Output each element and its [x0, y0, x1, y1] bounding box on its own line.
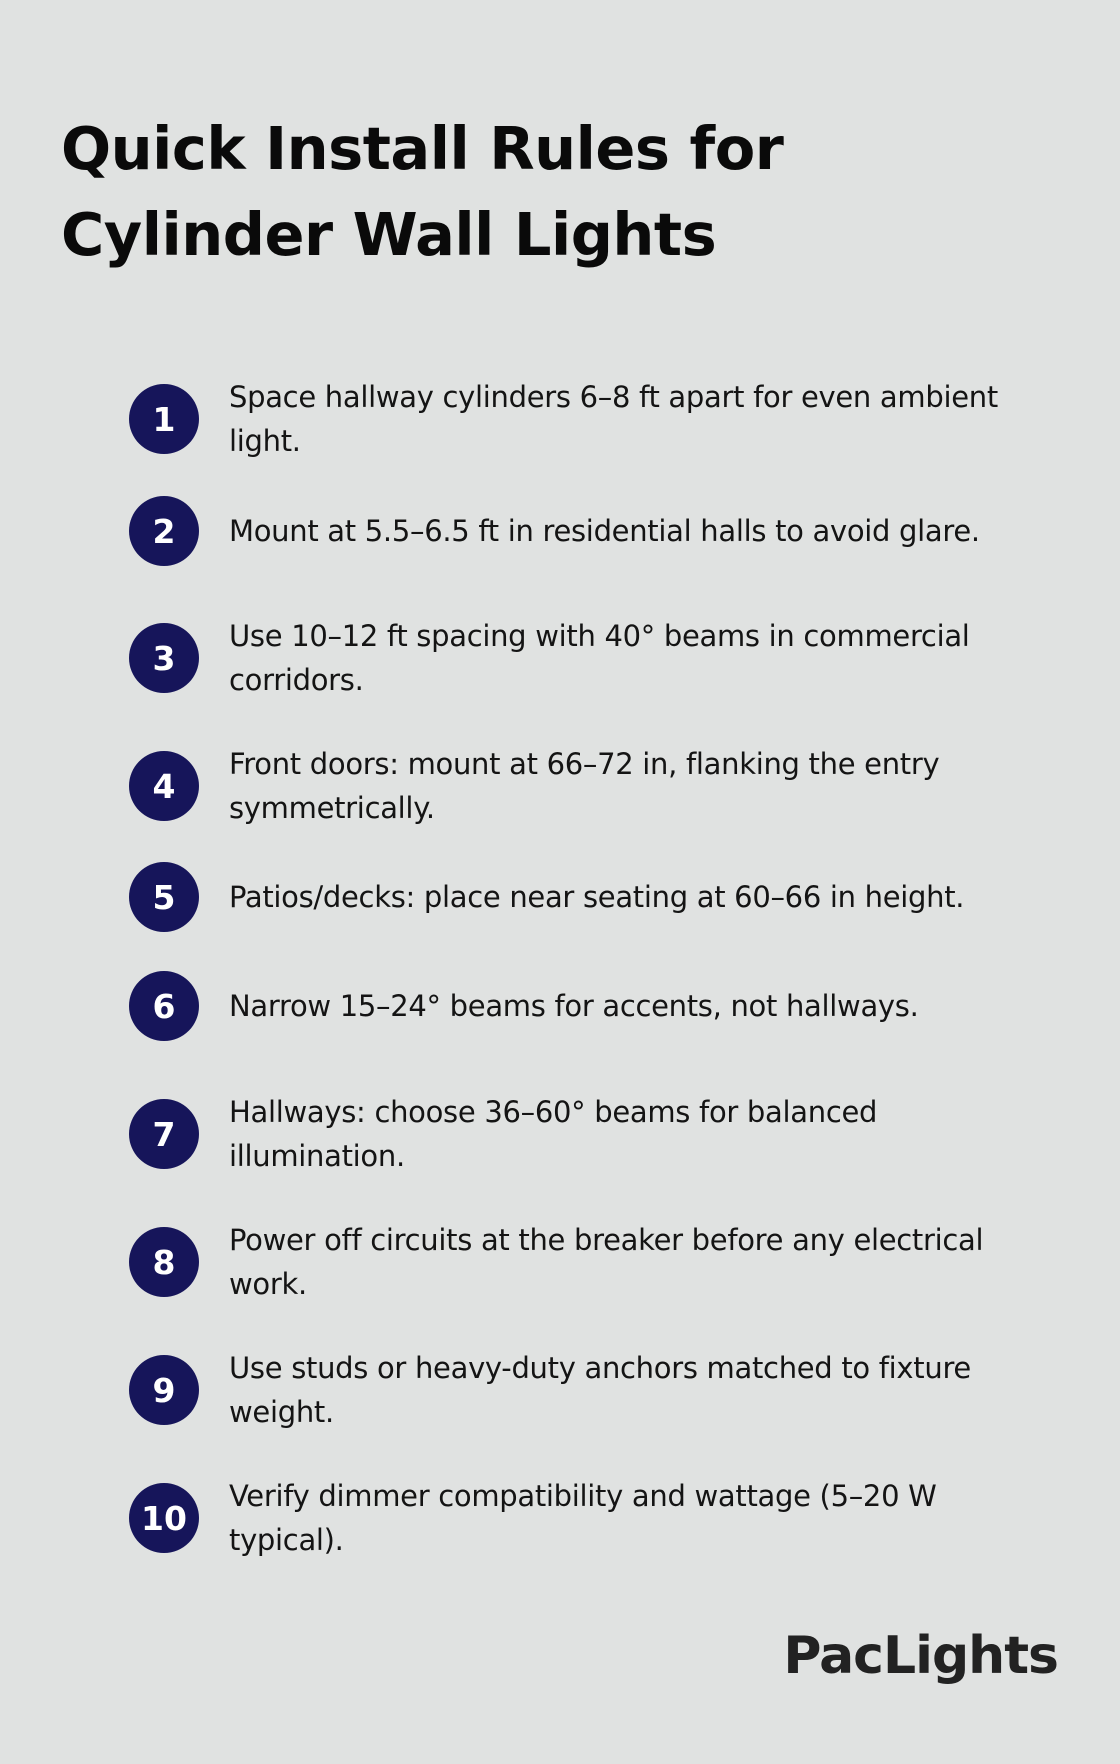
- number-badge: 2: [129, 496, 199, 566]
- list-item: [129, 614, 1049, 702]
- rule-text: Use studs or heavy-duty anchors matched to fixture weight.: [229, 1351, 971, 1429]
- page-title: Quick Install Rules for Cylinder Wall Lights: [61, 114, 784, 269]
- rule-text: Hallways: choose 36–60° beams for balanced illumination.: [229, 1095, 878, 1173]
- rule-text: Mount at 5.5–6.5 ft in residential halls to avoid glare.: [229, 514, 980, 548]
- list-item: [129, 862, 1049, 932]
- list-item: [129, 375, 1049, 463]
- number-badge: 8: [129, 1227, 199, 1297]
- list-item: [129, 1346, 1049, 1434]
- number-badge: 9: [129, 1355, 199, 1425]
- number-badge: 5: [129, 862, 199, 932]
- number-badge: 7: [129, 1099, 199, 1169]
- rule-text: Front doors: mount at 66–72 in, flanking the entry symmetrically.: [229, 747, 940, 825]
- list-item: [129, 1474, 1049, 1562]
- list-item: [129, 496, 1049, 566]
- rule-text: Patios/decks: place near seating at 60–66 in height.: [229, 880, 965, 914]
- list-item: [129, 971, 1049, 1041]
- number-badge: 4: [129, 751, 199, 821]
- brand-logo: PacLights: [783, 1626, 1058, 1686]
- number-badge: 6: [129, 971, 199, 1041]
- number-badge: 1: [129, 384, 199, 454]
- rule-text: Power off circuits at the breaker before any electrical work.: [229, 1223, 984, 1301]
- rule-text: Narrow 15–24° beams for accents, not hallways.: [229, 989, 919, 1023]
- number-badge: 10: [129, 1483, 199, 1553]
- list-item: [129, 1218, 1049, 1306]
- rule-text: Use 10–12 ft spacing with 40° beams in commercial corridors.: [229, 619, 970, 697]
- list-item: [129, 742, 1049, 830]
- rule-text: Space hallway cylinders 6–8 ft apart for even ambient light.: [229, 380, 998, 458]
- rule-text: Verify dimmer compatibility and wattage (5–20 W typical).: [229, 1479, 937, 1557]
- number-badge: 3: [129, 623, 199, 693]
- list-item: [129, 1090, 1049, 1178]
